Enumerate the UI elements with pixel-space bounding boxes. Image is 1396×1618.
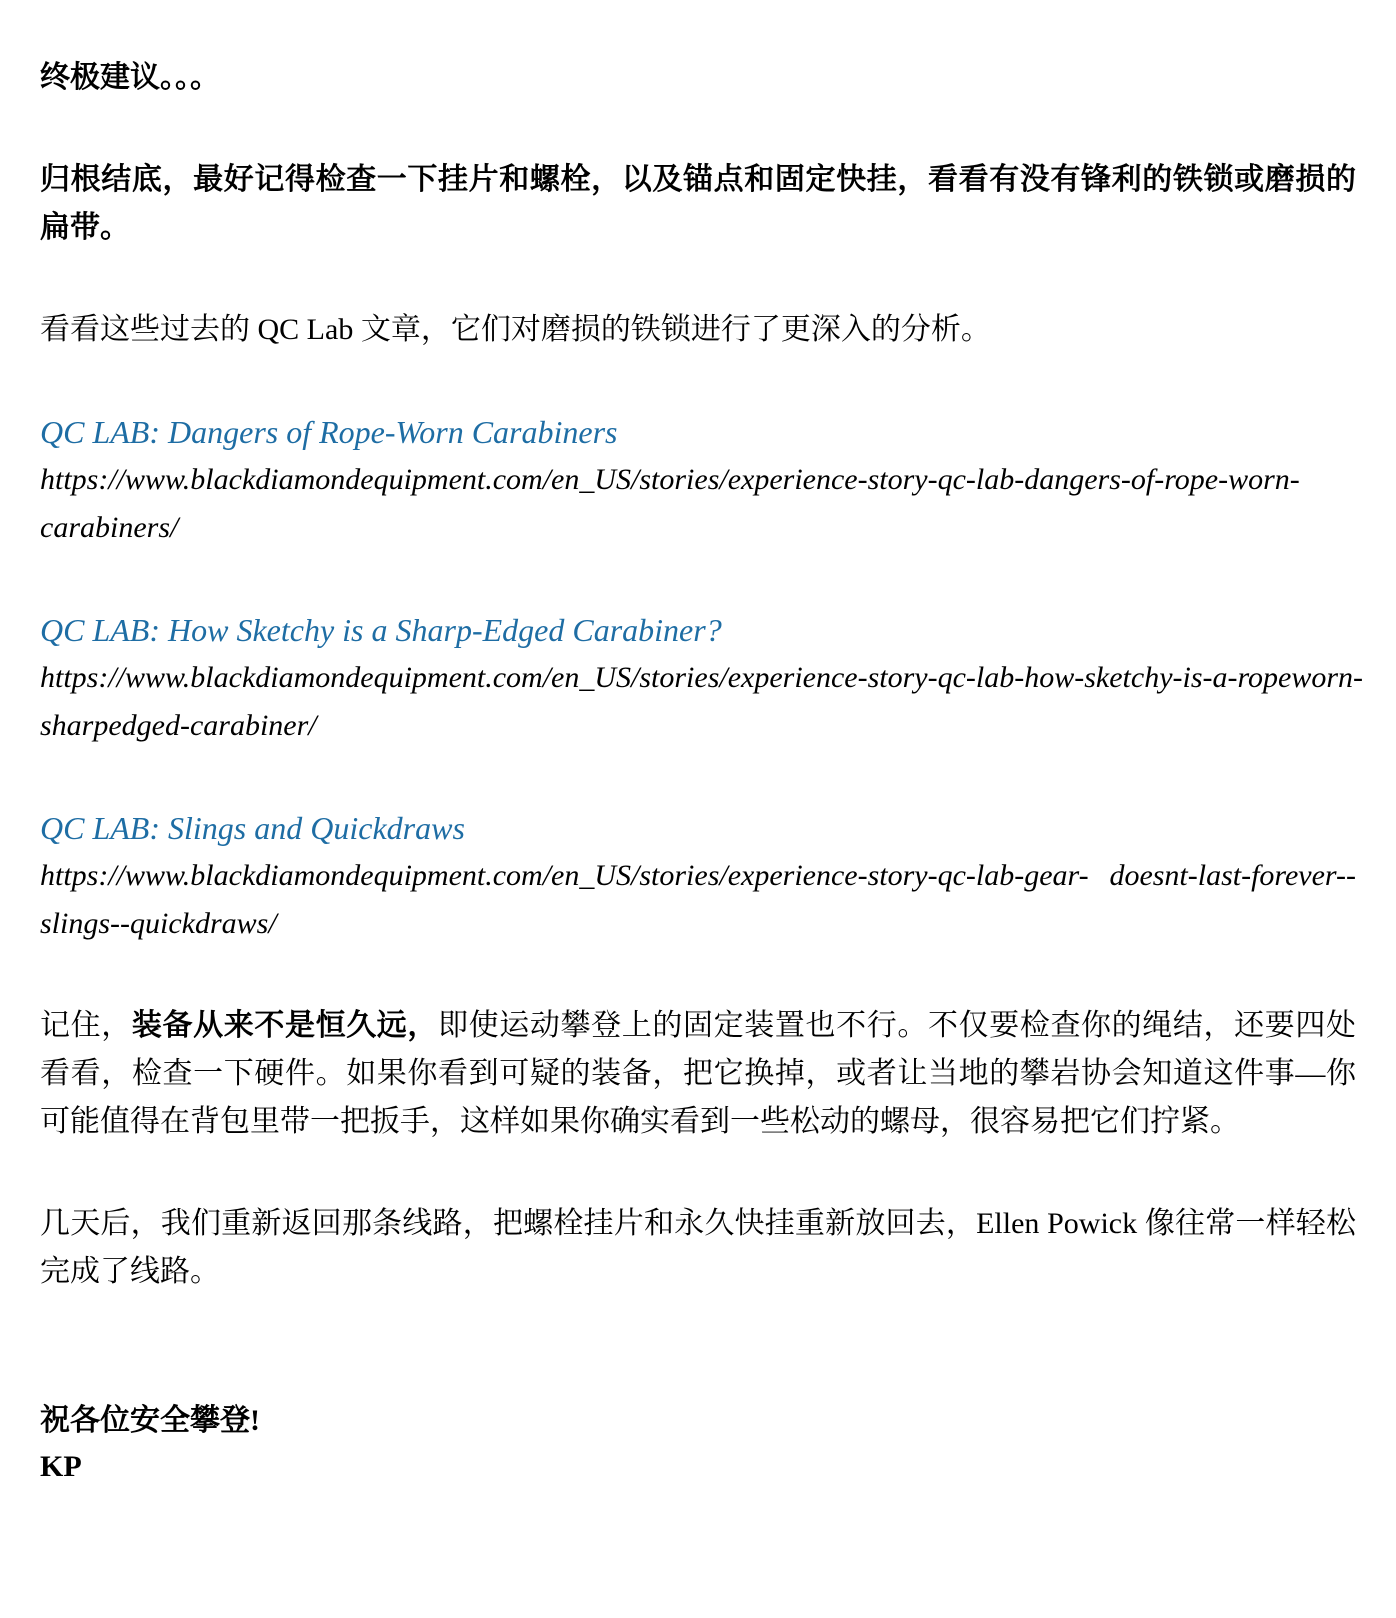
- remember-lead: 记住，: [40, 1009, 132, 1042]
- qc-lab-link-slings-and-quickdraws[interactable]: QC LAB: Slings and Quickdraws: [40, 810, 465, 846]
- link-block-rope-worn-carabiners: [40, 408, 1356, 552]
- link-url-line2: slings--quickdraws/: [40, 907, 277, 940]
- link-url-line2: sharpedged-carabiner/: [40, 709, 317, 742]
- advice-paragraph: 归根结底，最好记得检查一下挂片和螺栓，以及锚点和固定快挂，看看有没有锋利的铁锁或磨损的扁带。: [40, 163, 1356, 244]
- link-url-line1: [40, 654, 1364, 702]
- closing-block: [40, 1398, 1356, 1490]
- qc-lab-link-dangers-of-rope-worn-carabiners[interactable]: QC LAB: Dangers of Rope-Worn Carabiners: [40, 414, 618, 450]
- link-url-line1-right: doesnt-last-forever--: [1109, 859, 1356, 892]
- remember-paragraph: [40, 1002, 1356, 1146]
- page-title: 终极建议。。。: [40, 61, 220, 94]
- link-url-line1-left: https://www.blackdiamondequipment.com/en_US/stories/experience-story-qc-lab-gear-: [40, 859, 1089, 892]
- link-title-row: [40, 408, 1356, 456]
- link-title-row: [40, 804, 1356, 852]
- link-block-slings-and-quickdraws: [40, 804, 1356, 948]
- remember-rest: 即使运动攀登上的固定装置也不行。不仅要检查你的绳结，还要四处看看，检查一下硬件。如果你看到可疑的装备，把它换掉，或者让当地的攀岩协会知道这件事—你可能值得在背包里带一把扳手，这样如果你确实看到一些松动的螺母，很容易把它们拧紧。: [40, 1009, 1357, 1138]
- closing-line: 祝各位安全攀登!: [40, 1404, 260, 1437]
- return-paragraph: 几天后，我们重新返回那条线路，把螺栓挂片和永久快挂重新放回去，Ellen Powick 像往常一样轻松完成了线路。: [40, 1207, 1356, 1288]
- link-url-line1-left: https://www.blackdiamondequipment.com/en_US/stories/experience-story-qc-lab-dangers-of-rope-worn-: [40, 463, 1300, 496]
- link-block-sharp-edged-carabiner: [40, 606, 1364, 750]
- link-url-line1: [40, 852, 1356, 900]
- link-title-row: [40, 606, 1356, 654]
- link-url-line1: [40, 456, 1356, 504]
- link-url-line1-left: https://www.blackdiamondequipment.com/en_US/stories/experience-story-qc-lab-how-: [40, 661, 1085, 694]
- intro-paragraph: 看看这些过去的 QC Lab 文章，它们对磨损的铁锁进行了更深入的分析。: [40, 313, 991, 346]
- signature: KP: [40, 1450, 82, 1483]
- link-url-line2: carabiners/: [40, 511, 179, 544]
- link-url-line1-right: sketchy-is-a-ropeworn-: [1084, 661, 1364, 694]
- remember-bold-phrase: 装备从来不是恒久远，: [131, 1009, 439, 1042]
- qc-lab-link-how-sketchy-sharp-edged-carabiner[interactable]: QC LAB: How Sketchy is a Sharp-Edged Carabiner?: [40, 612, 722, 648]
